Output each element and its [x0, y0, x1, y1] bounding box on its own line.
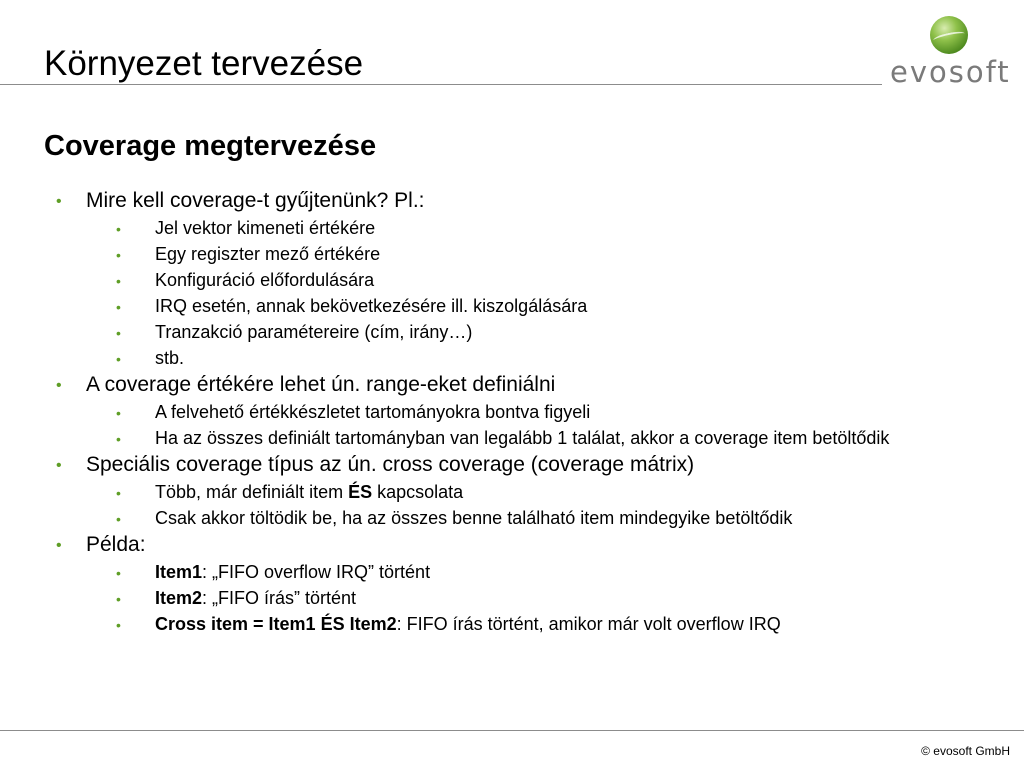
slide-subtitle: Coverage megtervezése — [44, 130, 377, 162]
bullet-icon: • — [116, 485, 121, 501]
sub-bullet-bold-text: Item2 — [155, 588, 203, 608]
sub-bullet-text-post: : FIFO írás történt, amikor már volt overflow IRQ — [396, 614, 781, 634]
sub-bullet-text: IRQ esetén, annak bekövetkezésére ill. kiszolgálására — [155, 296, 588, 316]
bullet-icon: • — [116, 511, 121, 527]
bullet-icon: • — [56, 537, 62, 554]
slide-title: Környezet tervezése — [44, 44, 364, 83]
sub-bullet-item — [54, 267, 984, 293]
sub-bullet-text: Ha az összes definiált tartományban van legalább 1 találat, akkor a coverage item betöltődik — [155, 428, 890, 448]
bullet-item — [54, 531, 984, 559]
logo-globe-icon — [930, 16, 968, 54]
logo-text: evosoft — [890, 55, 1011, 89]
sub-bullet-text-post: : „FIFO írás” történt — [202, 588, 357, 608]
header-divider — [0, 84, 882, 85]
sub-bullet-item — [54, 479, 984, 505]
copyright-notice: © evosoft GmbH — [921, 744, 1010, 758]
footer-divider — [0, 730, 1024, 731]
bullet-icon: • — [116, 351, 121, 367]
sub-bullet-bold-text: Cross item = Item1 ÉS Item2 — [155, 614, 397, 634]
bullet-icon: • — [56, 193, 62, 210]
bullet-icon: • — [116, 299, 121, 315]
sub-bullet-item — [54, 611, 984, 637]
bullet-icon: • — [116, 565, 121, 581]
bullet-item — [54, 371, 984, 399]
sub-bullet-text: stb. — [155, 348, 185, 368]
sub-bullet-bold-text: ÉS — [348, 482, 373, 502]
bullet-icon: • — [116, 591, 121, 607]
sub-bullet-text: Jel vektor kimeneti értékére — [155, 218, 376, 238]
bullet-icon: • — [116, 617, 121, 633]
bullet-icon: • — [116, 273, 121, 289]
sub-bullet-item — [54, 215, 984, 241]
sub-bullet-text-post: kapcsolata — [372, 482, 464, 502]
sub-bullet-text-post: : „FIFO overflow IRQ” történt — [202, 562, 431, 582]
bullet-icon: • — [116, 247, 121, 263]
bullet-icon: • — [56, 457, 62, 474]
bullet-icon: • — [116, 431, 121, 447]
bullet-text: Speciális coverage típus az ún. cross coverage (coverage mátrix) — [86, 453, 695, 476]
bullet-icon: • — [56, 377, 62, 394]
sub-bullet-text-pre: Több, már definiált item — [155, 482, 349, 502]
sub-bullet-item — [54, 241, 984, 267]
sub-bullet-item — [54, 345, 984, 371]
bullet-text: Mire kell coverage-t gyűjtenünk? Pl.: — [86, 189, 425, 212]
bullet-list — [54, 187, 984, 637]
bullet-item — [54, 451, 984, 479]
bullet-icon: • — [116, 221, 121, 237]
sub-bullet-text: Tranzakció paramétereire (cím, irány…) — [155, 322, 473, 342]
bullet-text: Példa: — [86, 533, 146, 556]
sub-bullet-item — [54, 505, 984, 531]
bullet-icon: • — [116, 405, 121, 421]
sub-bullet-item — [54, 585, 984, 611]
bullet-text: A coverage értékére lehet ún. range-eket definiálni — [86, 373, 556, 396]
sub-bullet-bold-text: Item1 — [155, 562, 203, 582]
sub-bullet-text: Konfiguráció előfordulására — [155, 270, 375, 290]
sub-bullet-text: A felvehető értékkészletet tartományokra bontva figyeli — [155, 402, 591, 422]
sub-bullet-item — [54, 399, 984, 425]
sub-bullet-text: Egy regiszter mező értékére — [155, 244, 381, 264]
sub-bullet-text: Csak akkor töltödik be, ha az összes benne található item mindegyike betöltődik — [155, 508, 793, 528]
bullet-item — [54, 187, 984, 215]
bullet-icon: • — [116, 325, 121, 341]
evosoft-logo — [890, 14, 1010, 94]
sub-bullet-item — [54, 319, 984, 345]
sub-bullet-item — [54, 293, 984, 319]
sub-bullet-item — [54, 559, 984, 585]
sub-bullet-item — [54, 425, 945, 451]
